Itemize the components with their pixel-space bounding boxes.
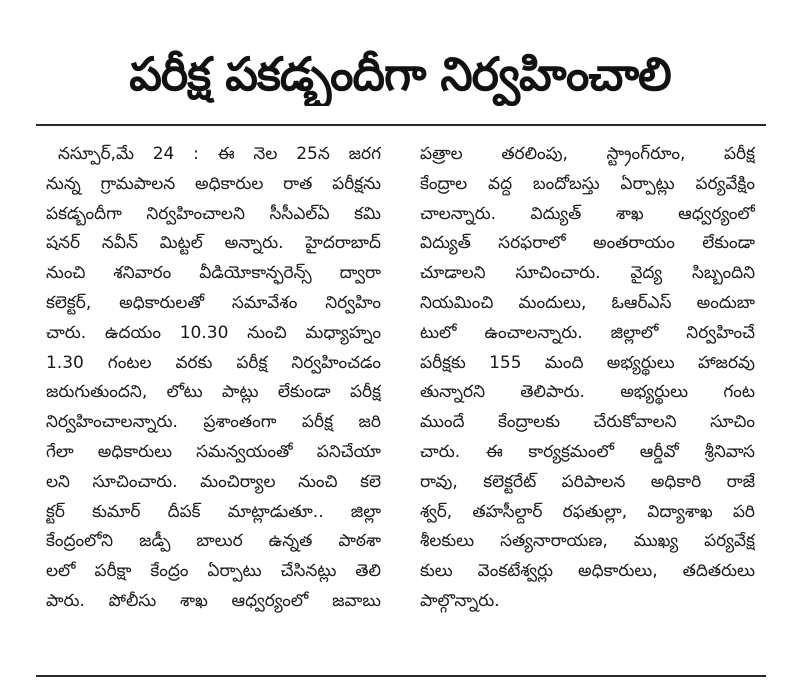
text-line: చాలన్నారు. విద్యుత్ శాఖ ఆధ్వర్యంలో bbox=[420, 203, 755, 224]
text-line: లని సూచించారు. మంచిర్యాల నుంచి కలె bbox=[46, 471, 381, 492]
text-line: పాల్గొన్నారు. bbox=[420, 590, 500, 611]
text-line: శ్వర్, తహసీల్దార్ రఫతుల్లా, విద్యాశాఖ పరి bbox=[420, 501, 755, 522]
text-line: నున్న గ్రామపాలన అధికారుల రాత పరీక్షను bbox=[46, 173, 381, 194]
text-line: చారు. ఈ కార్యక్రమంలో ఆర్డీవో శ్రీనివాస bbox=[420, 441, 755, 462]
text-line: జరుగుతుందని, లోటు పాట్లు లేకుండా పరీక్ష bbox=[46, 382, 381, 403]
text-line: నస్పూర్,మే 24 : ఈ నెల 25న జరగ bbox=[58, 144, 381, 164]
text-line: పత్రాల తరలింపు, స్ట్రాంగ్‌రూం, పరీక్ష bbox=[420, 144, 755, 164]
text-line: నిర్వహించాలన్నారు. ప్రశాంతంగా పరీక్ష జరి bbox=[46, 412, 381, 433]
article-headline: పరీక్ష పకడ్బందీగా నిర్వహించాలి bbox=[129, 47, 671, 101]
text-line: చూడాలని సూచించారు. వైద్య సిబ్బందిని bbox=[420, 263, 755, 284]
headline-divider bbox=[36, 124, 766, 126]
text-line: రావు, కలెక్టరేట్ పరిపాలన అధికారి రాజే bbox=[420, 471, 755, 492]
text-line: కులు వెంకటేశ్వర్లు అధికారులు, తదితరులు bbox=[420, 561, 755, 582]
text-line: టులో ఉంచాలన్నారు. జిల్లాలో నిర్వహించే bbox=[420, 322, 755, 343]
text-line: పారు. పోలీసు శాఖ ఆధ్వర్యంలో జవాబు bbox=[46, 590, 381, 611]
text-line: పరీక్షకు 155 మంది అభ్యర్థులు హాజరవు bbox=[420, 352, 755, 373]
text-line: కలెక్టర్, అధికారులతో సమావేశం నిర్వహిం bbox=[46, 292, 381, 313]
text-line: నుంచి శనివారం వీడియోకాన్ఫరెన్స్ ద్వారా bbox=[46, 263, 381, 284]
article-column-right bbox=[420, 140, 755, 660]
text-line: ముందే కేంద్రాలకు చేరుకోవాలని సూచిం bbox=[420, 412, 755, 433]
text-line: క్టర్ కుమార్ దీపక్ మాట్లాడుతూ.. జిల్లా bbox=[46, 501, 381, 522]
text-line: షనర్ నవీన్ మిట్టల్ అన్నారు. హైదరాబాద్ bbox=[46, 233, 381, 254]
text-line: విద్యుత్ సరఫరాలో అంతరాయం లేకుండా bbox=[420, 233, 755, 254]
text-line: పకడ్బందీగా నిర్వహించాలని సీసీఎల్ఏ కమి bbox=[46, 203, 381, 224]
text-line: గేలా అధికారులు సమన్వయంతో పనిచేయా bbox=[46, 441, 381, 462]
text-line: కేంద్రాల వద్ద బందోబస్తు ఏర్పాట్లు పర్యవేక్షిం bbox=[420, 173, 755, 194]
bottom-divider bbox=[36, 675, 766, 677]
text-line: తున్నారని తెలిపారు. అభ్యర్థులు గంట bbox=[420, 382, 755, 403]
article-column-left bbox=[46, 140, 381, 660]
text-line: శీలకులు సత్యనారాయణ, ముఖ్య పర్యవేక్ష bbox=[420, 531, 755, 552]
text-line: చారు. ఉదయం 10.30 నుంచి మధ్యాహ్నం bbox=[46, 322, 381, 343]
text-line: 1.30 గంటల వరకు పరీక్ష నిర్వహించడం bbox=[46, 352, 381, 373]
text-line: లలో పరీక్షా కేంద్రం ఏర్పాటు చేసినట్లు తెలి bbox=[46, 561, 381, 582]
text-line: కేంద్రంలోని జడ్పీ బాలుర ఉన్నత పాఠశా bbox=[46, 531, 381, 552]
text-line: నియమించి మందులు, ఓఆర్ఎస్ అందుబా bbox=[420, 292, 755, 313]
